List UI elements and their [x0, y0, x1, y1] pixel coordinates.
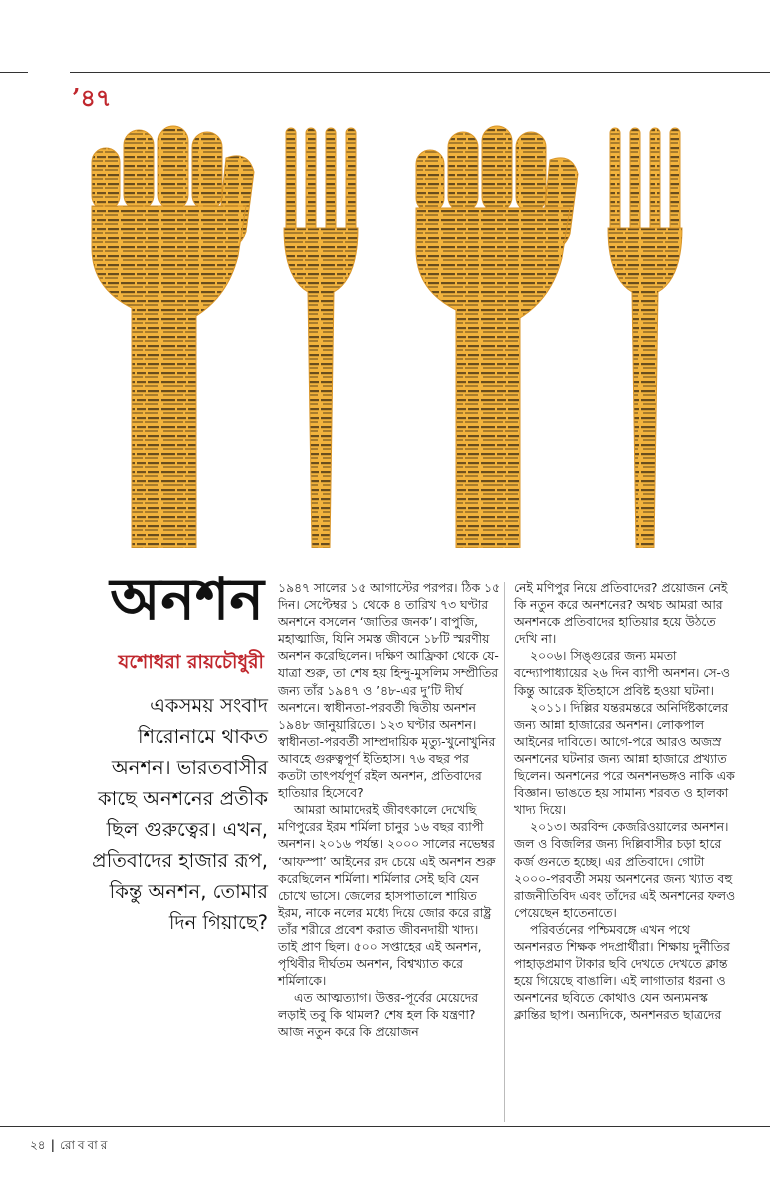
fork-1-shape — [284, 128, 358, 548]
fist-1-shape — [92, 126, 254, 548]
top-rule — [70, 72, 770, 73]
top-rule-left — [0, 72, 28, 73]
fork-2-shape — [608, 128, 682, 548]
article-byline: যশোধরা রায়চৌধুরী — [118, 651, 264, 673]
body-paragraph: আমরা আমাদেরই জীবৎকালে দেখেছি মণিপুরের ইরম শর্মিলা চানুর ১৬ বছর ব্যাপী অনশন। ২০১৬ পর্যন্ত। ২০০০ সালের নভেম্বর ‘আফস্পা’ আইনের রদ চেয়ে এই অনশন শুরু করেছিলেন শর্মিলা। শর্মিলার সেই ছবি যেন চোখে ভাসে। জেলের হাসপাতালে শায়িত ইরম, নাকে নলের মধ্যে দিয়ে জোর করে রাষ্ট্র তাঁর শরীরে প্রবেশ করাত জীবনদায়ী খাদ্য। তাই প্রাণ ছিল। ৫০০ সপ্তাহের এই অনশন, পৃথিবীর দীর্ঘতম অনশন, বিশ্বখ্যাত করে শর্মিলাকে। — [278, 803, 496, 989]
body-paragraph: ২০১৩। অরবিন্দ কেজরিওয়ালের অনশন। জল ও বিজলির জন্য দিল্লিবাসীর চড়া হারে কর্জ গুনতে হচ্ছে। এর প্রতিবাদে। গোটা ২০০০-পরবর্তী সময় অনশনের জন্য খ্যাত বহু রাজনীতিবিদ এবং তাঁদের এই অনশনের ফলও পেয়েছেন হাতেনাতে। — [514, 820, 736, 920]
body-column-2 — [514, 580, 740, 1024]
footer-rule — [0, 1126, 770, 1127]
column-divider — [504, 582, 505, 1122]
body-paragraph: ২০১১। দিল্লির যন্তরমন্তরে অনির্দিষ্টকালের জন্য আন্না হাজারের অনশন। লোকপাল আইনের দাবিতে। আগে-পরে আরও অজস্র অনশনের ঘটনার জন্য আন্না হাজারে প্রখ্যাত ছিলেন। অনশনের পরে অনশনভঙ্গও নাকি এক বিজ্ঞান। ভাঙতে হয় সামান্য শরবত ও হালকা খাদ্য দিয়ে। — [514, 700, 735, 818]
fists-and-forks-illustration — [80, 118, 700, 548]
body-paragraph: এত আত্মত্যাগ। উত্তর-পূর্বের মেয়েদের লড়াই তবু কি থামল? শেষ হল কি যন্ত্রণা? আজ নতুন করে কি প্রয়োজন — [278, 991, 478, 1040]
fist-2-shape — [416, 126, 578, 548]
section-tag: ’৪৭ — [72, 83, 112, 112]
body-paragraph: ১৯৪৭ সালের ১৫ আগাস্টের পরপর। ঠিক ১৫ দিন। সেপ্টেম্বর ১ থেকে ৪ তারিখ ৭৩ ঘণ্টার অনশনে বসলেন ‘জাতির জনক’। বাপুজি, মহাত্মাজি, যিনি সমস্ত জীবনে ১৮টি স্মরণীয় অনশন করেছিলেন। দক্ষিণ আফ্রিকা থেকে যে-যাত্রা শুরু, তা শেষ হয় হিন্দু-মুসলিম সম্প্রীতির জন্য তাঁর ১৯৪৭ ও ’৪৮-এর দু’টি দীর্ঘ অনশনে। স্বাধীনতা-পরবর্তী দ্বিতীয় অনশন ১৯৪৮ জানুয়ারিতে। ১২৩ ঘণ্টার অনশন। স্বাধীনতা-পরবর্তী সাম্প্রদায়িক মৃত্যু-খুনোখুনির আবহে গুরুত্বপূর্ণ ইতিহাস। ৭৬ বছর পর কতটা তাৎপর্যপূর্ণ রইল অনশন, প্রতিবাদের হাতিয়ার হিসেবে? — [278, 581, 501, 801]
footer-separator: | — [50, 1138, 55, 1152]
page-footer — [30, 1137, 110, 1157]
body-column-1 — [278, 580, 500, 1042]
page-number: ২৪ — [30, 1138, 46, 1152]
magazine-name: রোববার — [59, 1138, 111, 1152]
body-paragraph: নেই মণিপুর নিয়ে প্রতিবাদের? প্রয়োজন নেই কি নতুন করে অনশনের? অথচ আমরা আর অনশনকে প্রতিবাদের হাতিয়ার হয়ে উঠতে দেখি না। — [514, 581, 728, 647]
body-paragraph: পরিবর্তনের পশ্চিমবঙ্গে এখন পথে অনশনরত শিক্ষক পদপ্রার্থীরা। শিক্ষায় দুর্নীতির পাহাড়প্রমাণ টাকার ছবি দেখতে দেখতে ক্লান্ত হয়ে গিয়েছে বাঙালি। এই লাগাতার ধরনা ও অনশনের ছবিতে কোথাও যেন অন্যমনস্ক ক্লান্তির ছাপ। অন্যদিকে, অনশনরত ছাত্রদের — [514, 922, 730, 1023]
article-standfirst: একসময় সংবাদ শিরোনামে থাকত অনশন। ভারতবাসীর কাছে অনশনের প্রতীক ছিল গুরুত্বের। এখন, প্রতিবাদের হাজার রূপ, কিন্তু অনশন, তোমার দিন গিয়াছে? — [92, 694, 268, 934]
body-paragraph: ২০০৬। সিঙ্গুরের জন্য মমতা বন্দ্যোপাধ্যায়ের ২৬ দিন ব্যাপী অনশন। সে-ও কিন্তু আরেক ইতিহাসে প্রবিষ্ট হওয়া ঘটনা। — [514, 649, 730, 698]
article-title: অনশন — [110, 565, 264, 633]
